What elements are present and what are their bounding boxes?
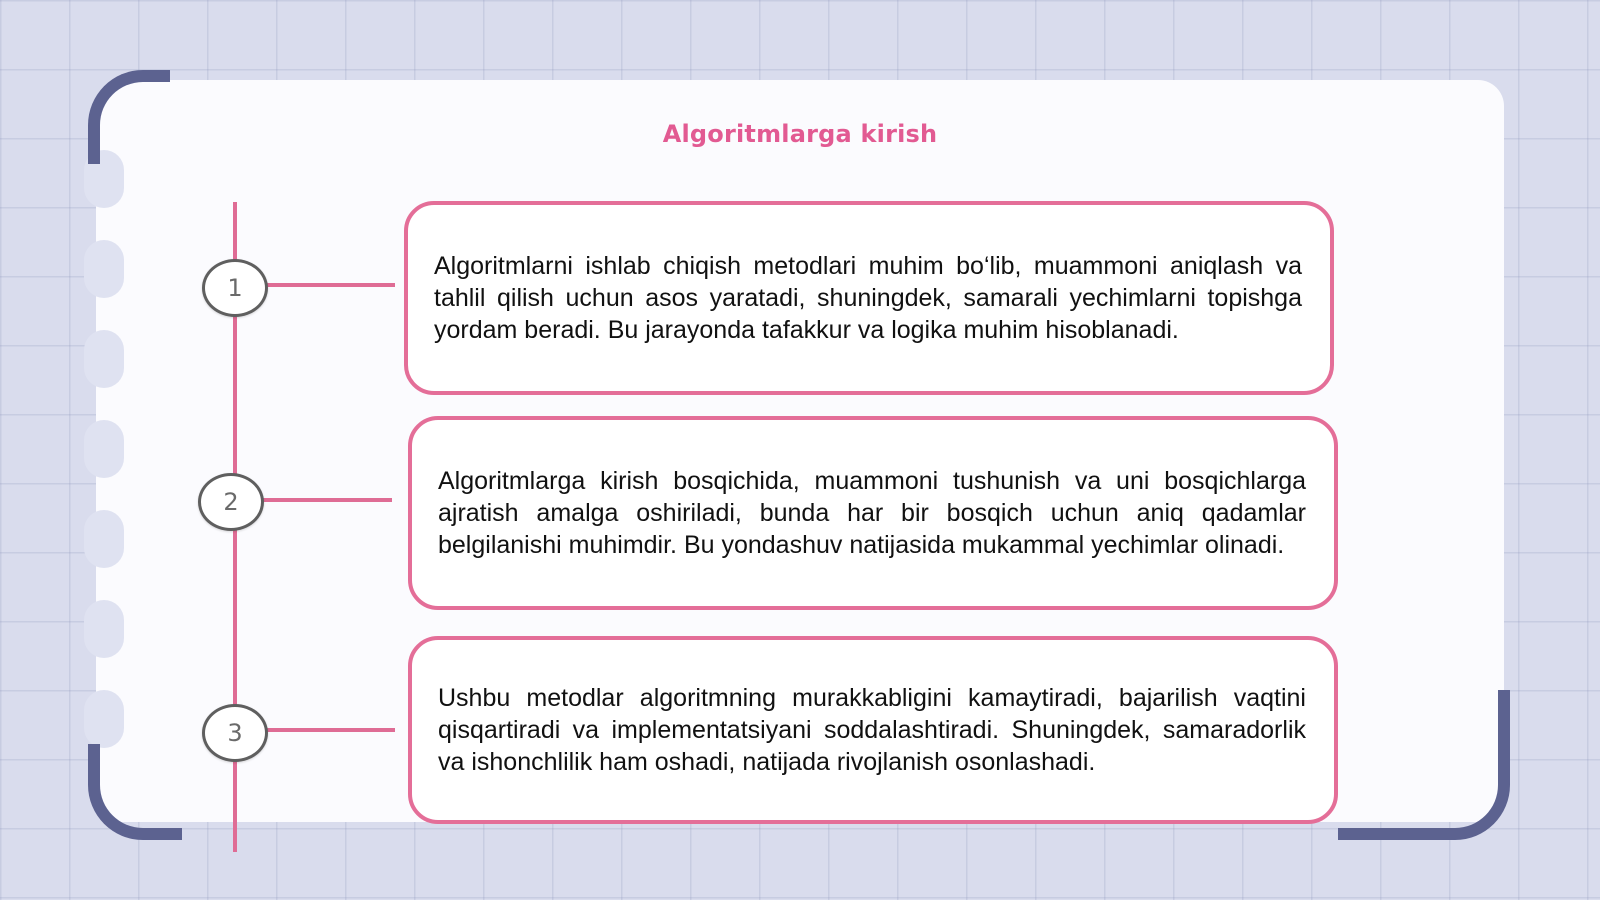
step-card-3 [408,636,1338,824]
step-number-3: 3 [202,704,268,762]
scallop-edge [84,420,124,478]
connector-line-1 [265,283,395,287]
step-text-2: Algoritmlarga kirish bosqichida, muammoni tushunish va uni bosqichlarga ajratish amalga oshiriladi, bunda har bir bosqich uchun aniq qadamlar belgilanishi muhimdir. Bu yondashuv natijasida mukammal yechimlar olinadi. [438,467,1306,559]
scallop-edge [84,240,124,298]
slide-title: Algoritmlarga kirish [662,120,938,148]
step-number-1: 1 [202,259,268,317]
step-card-2 [408,416,1338,610]
scallop-edge [84,600,124,658]
scallop-edge [84,690,124,748]
step-card-1 [404,201,1334,395]
step-text-1: Algoritmlarni ishlab chiqish metodlari muhim bo‘lib, muammoni aniqlash va tahlil qilish uchun asos yaratadi, shuningdek, samarali yechimlarni topishga yordam beradi. Bu jarayonda tafakkur va logika muhim hisoblanadi. [434,252,1302,344]
corner-bracket-bottom-right [1338,690,1510,840]
scallop-edge [84,330,124,388]
corner-bracket-top-left [88,70,170,164]
step-number-2: 2 [198,473,264,531]
scallop-edge [84,510,124,568]
connector-line-3 [265,728,395,732]
step-text-3: Ushbu metodlar algoritmning murakkabligini kamaytiradi, bajarilish vaqtini qisqartiradi va implementatsiyani soddalashtiradi. Shuningdek, samaradorlik va ishonchlilik ham oshadi, natijada rivojlanish osonlashadi. [438,684,1306,776]
connector-line-2 [262,498,392,502]
corner-bracket-bottom-left [88,744,182,840]
